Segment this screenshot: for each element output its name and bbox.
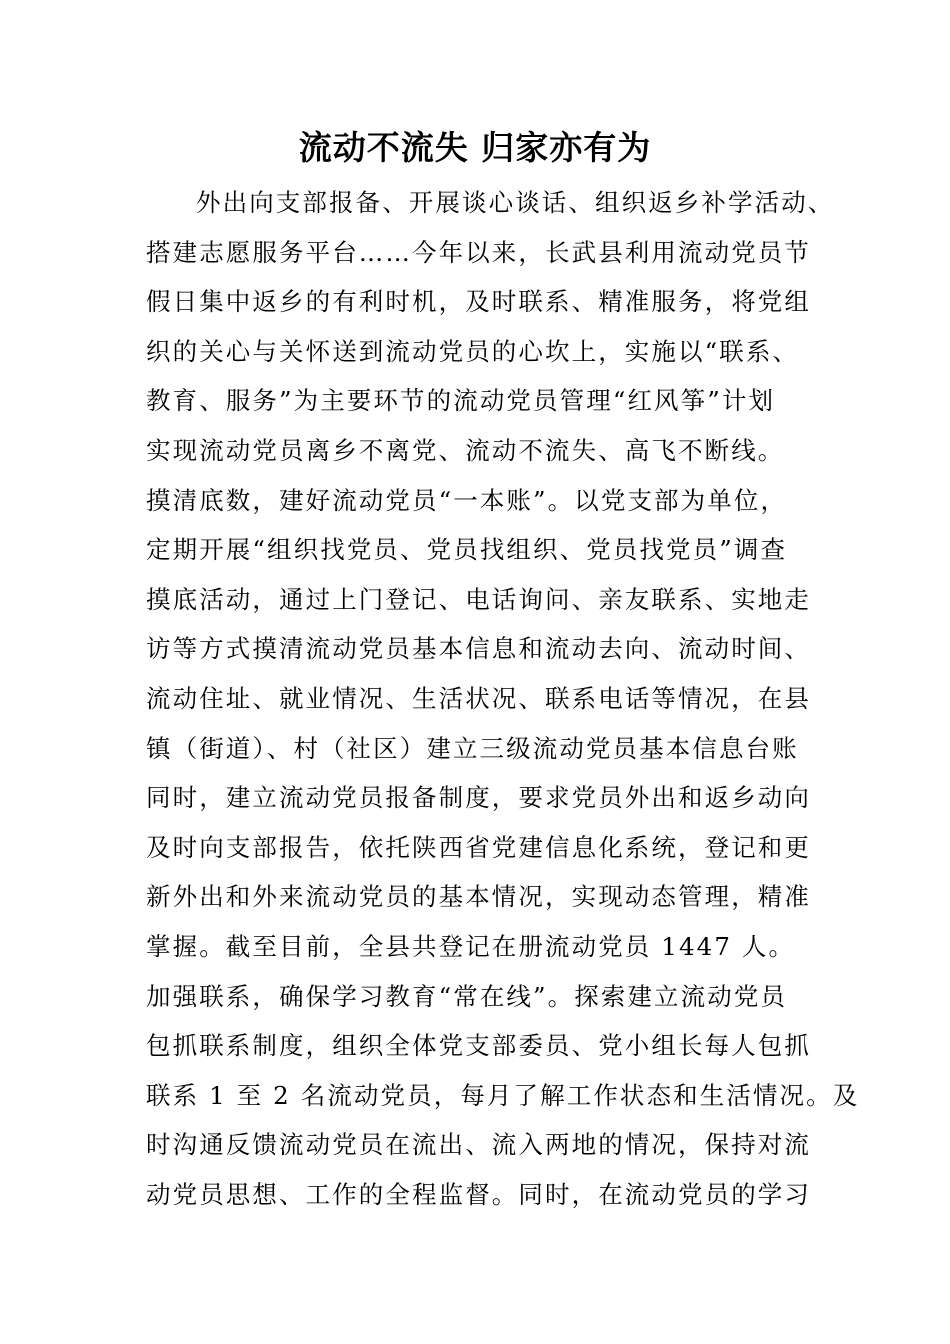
text-line: 联系 1 至 2 名流动党员，每月了解工作状态和生活情况。及: [146, 1080, 860, 1110]
text-line: 摸底活动，通过上门登记、电话询问、亲友联系、实地走: [146, 584, 811, 614]
text-line: 掌握。截至目前，全县共登记在册流动党员 1447 人。: [146, 931, 796, 961]
text-line: 流动住址、就业情况、生活状况、联系电话等情况，在县: [146, 683, 811, 713]
text-line: 搭建志愿服务平台……今年以来，长武县利用流动党员节: [146, 237, 811, 267]
text-line: 同时，建立流动党员报备制度，要求党员外出和返乡动向: [146, 783, 811, 813]
article-body: [146, 178, 860, 1219]
text-line: 摸清底数，建好流动党员“一本账”。以党支部为单位，: [146, 485, 788, 515]
text-line: 教育、服务”为主要环节的流动党员管理“红风筝”计划: [146, 386, 776, 416]
text-line: 织的关心与关怀送到流动党员的心坎上，实施以“联系、: [146, 336, 800, 366]
page-title: 流动不流失 归家亦有为: [298, 128, 652, 167]
text-line: 加强联系，确保学习教育“常在线”。探索建立流动党员: [146, 981, 788, 1011]
text-line: 访等方式摸清流动党员基本信息和流动去向、流动时间、: [146, 634, 811, 664]
text-line: 假日集中返乡的有利时机，及时联系、精准服务，将党组: [146, 287, 811, 317]
text-line: 包抓联系制度，组织全体党支部委员、党小组长每人包抓: [146, 1031, 811, 1061]
text-line: 动党员思想、工作的全程监督。同时，在流动党员的学习: [146, 1179, 811, 1209]
text-line: 时沟通反馈流动党员在流出、流入两地的情况，保持对流: [146, 1130, 811, 1160]
text-line: 外出向支部报备、开展谈心谈话、组织返乡补学活动、: [196, 188, 835, 217]
text-line: 镇（街道）、村（社区）建立三级流动党员基本信息台账: [146, 733, 799, 763]
text-line: 定期开展“组织找党员、党员找组织、党员找党员”调查: [146, 535, 788, 565]
text-line: 及时向支部报告，依托陕西省党建信息化系统，登记和更: [146, 832, 811, 862]
text-line: 实现流动党员离乡不离党、流动不流失、高飞不断线。: [146, 435, 785, 465]
text-line: 新外出和外来流动党员的基本情况，实现动态管理，精准: [146, 882, 811, 912]
